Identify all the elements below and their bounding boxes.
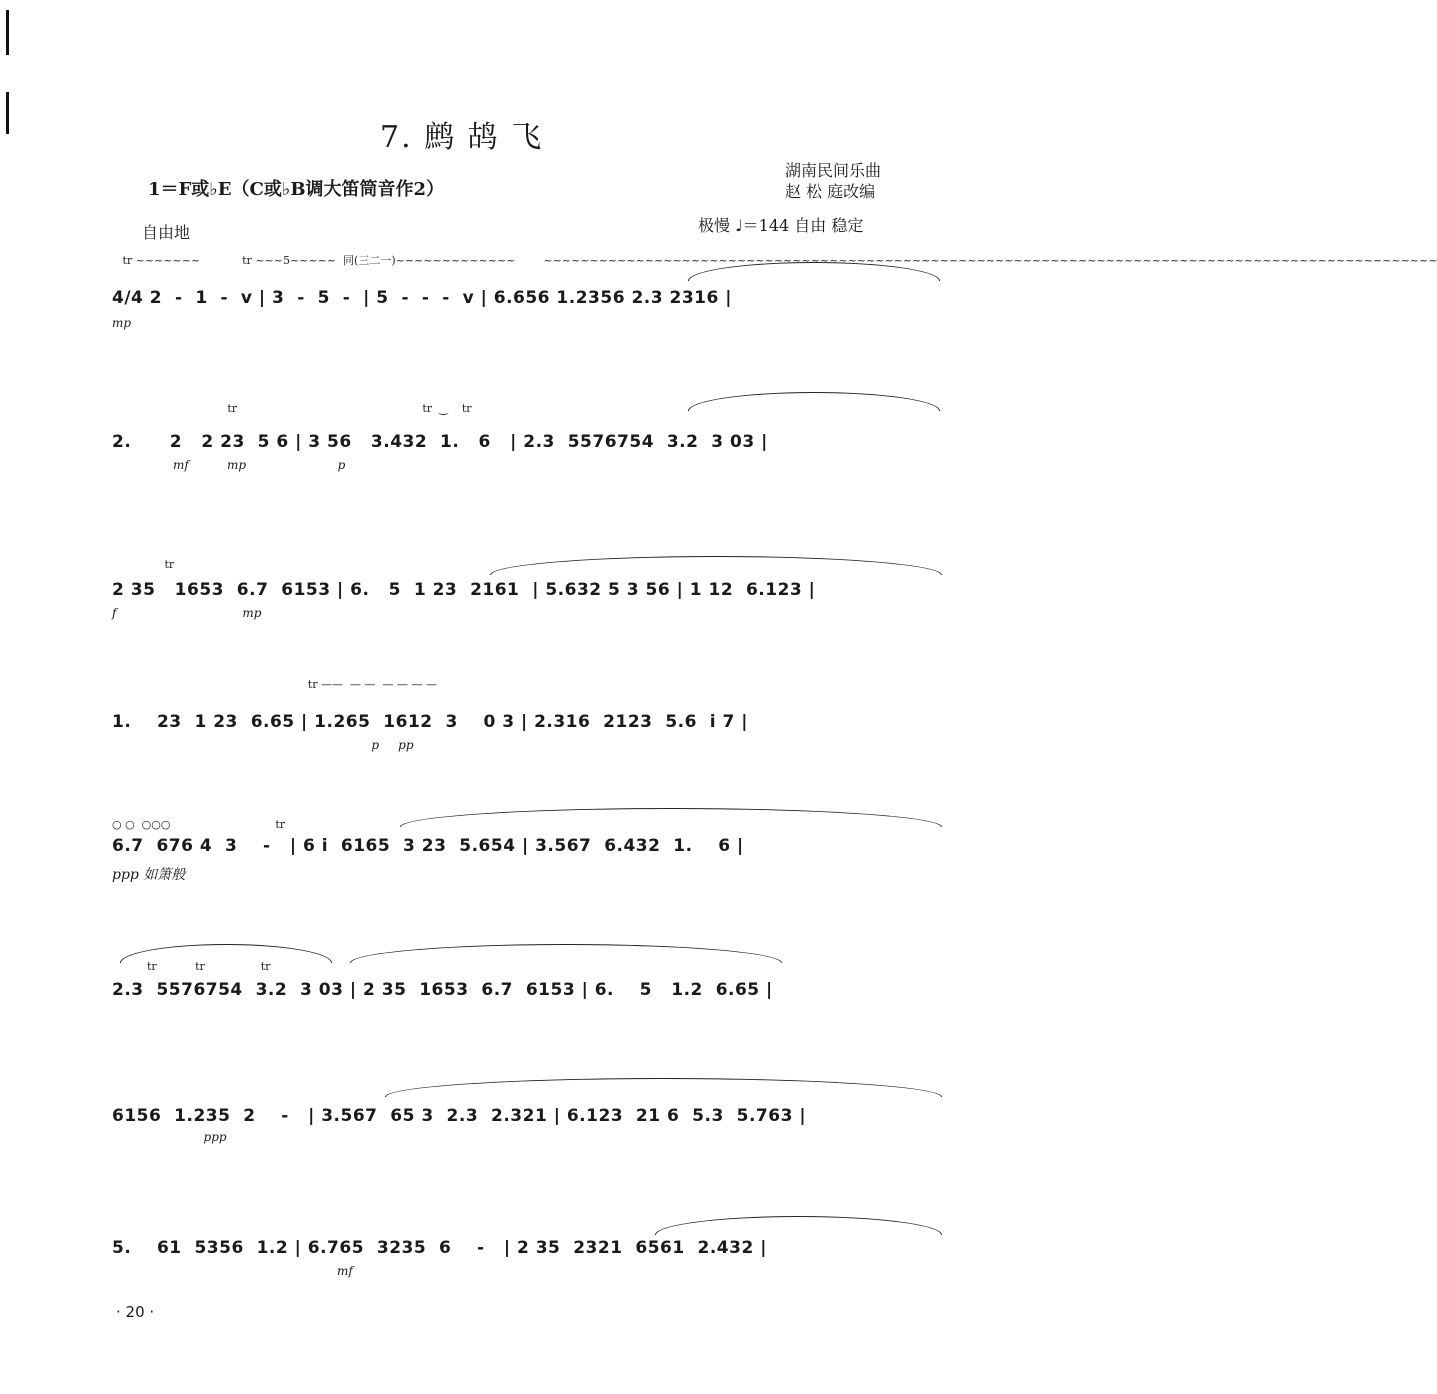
score-system-2	[112, 400, 947, 480]
ornament-line: tr	[112, 558, 419, 571]
margin-mark-bottom	[6, 92, 9, 134]
source-origin: 湖南民间乐曲	[785, 161, 882, 180]
notation-line: 6156 1.235 2 - | 3.567 65 3 2.3 2.321 | 6.123 21 6 5.3 5.763 |	[112, 1106, 807, 1126]
notation-line: 2 35 1653 6.7 6153 | 6. 5 1 23 2161 | 5.632 5 3 56 | 1 12 6.123 |	[112, 580, 816, 600]
tempo-marking: 极慢 ♩＝144 自由 稳定	[698, 216, 864, 235]
notation-line: 5. 61 5356 1.2 | 6.765 3235 6 - | 2 35 2321 6561 2.432 |	[112, 1238, 767, 1258]
notation-line: 4/4 2 - 1 - v | 3 - 5 - | 5 - - - v | 6.656 1.2356 2.3 2316 |	[112, 288, 732, 308]
dynamics-line: mp	[112, 316, 181, 330]
dynamics-line: ppp	[112, 1130, 227, 1144]
dynamics-line: f mp	[112, 606, 262, 620]
source-arranger: 赵 松 庭改编	[785, 182, 876, 201]
phrase-slur	[688, 392, 940, 411]
phrase-slur	[120, 944, 332, 963]
dynamics-line: mf mp p	[112, 458, 346, 472]
dynamics-line: p pp	[112, 738, 414, 752]
source-credit	[785, 160, 881, 202]
notation-line: 2.3 5576754 3.2 3 03 | 2 35 1653 6.7 6153 | 6. 5 1.2 6.65 |	[112, 980, 773, 1000]
ornament-line: tr ~~~~~~~ tr ~~~5~~~~~ 同(三二一)~~~~~~~~~~~~~ ~~~~~~~~~~~~~~~~~~~~~~~~~~~~~~~~~~~~~~~~~~~~~~~~~~~~~~~~~~~~~~~~~~~~~~~~~~~~~~~~~~~~~~~~~~~~~~~~~	[112, 254, 1437, 267]
ornament-line: ○ ○ ○○○ tr	[112, 818, 355, 831]
notation-line: 1. 23 1 23 6.65 | 1.265 1612 3 0 3 | 2.316 2123 5.6 i 7 |	[112, 712, 748, 732]
notation-line: 6.7 676 4 3 - | 6 i 6165 3 23 5.654 | 3.567 6.432 1. 6 |	[112, 836, 744, 856]
page-number: · 20 ·	[116, 1303, 155, 1321]
margin-mark-top	[6, 10, 9, 55]
page-title: 7. 鹧 鸪 飞	[380, 120, 544, 155]
notation-line: 2. 2 2 23 5 6 | 3 56 3.432 1. 6 | 2.3 5576754 3.2 3 03 |	[112, 432, 768, 452]
phrase-slur	[350, 944, 782, 963]
ornament-line: tr tr ‿ tr	[112, 402, 472, 415]
score-system-4	[112, 676, 947, 756]
ornament-line: tr tr tr	[112, 960, 341, 973]
dynamics-line: mf	[112, 1264, 353, 1278]
key-signature: 1＝F或♭E（C或♭B调大笛筒音作2）	[148, 179, 445, 200]
expression-marking: 自由地	[142, 223, 191, 242]
ornament-line: tr —— — — — — — —	[112, 678, 441, 691]
dynamics-line: ppp 如箫般	[112, 867, 186, 883]
